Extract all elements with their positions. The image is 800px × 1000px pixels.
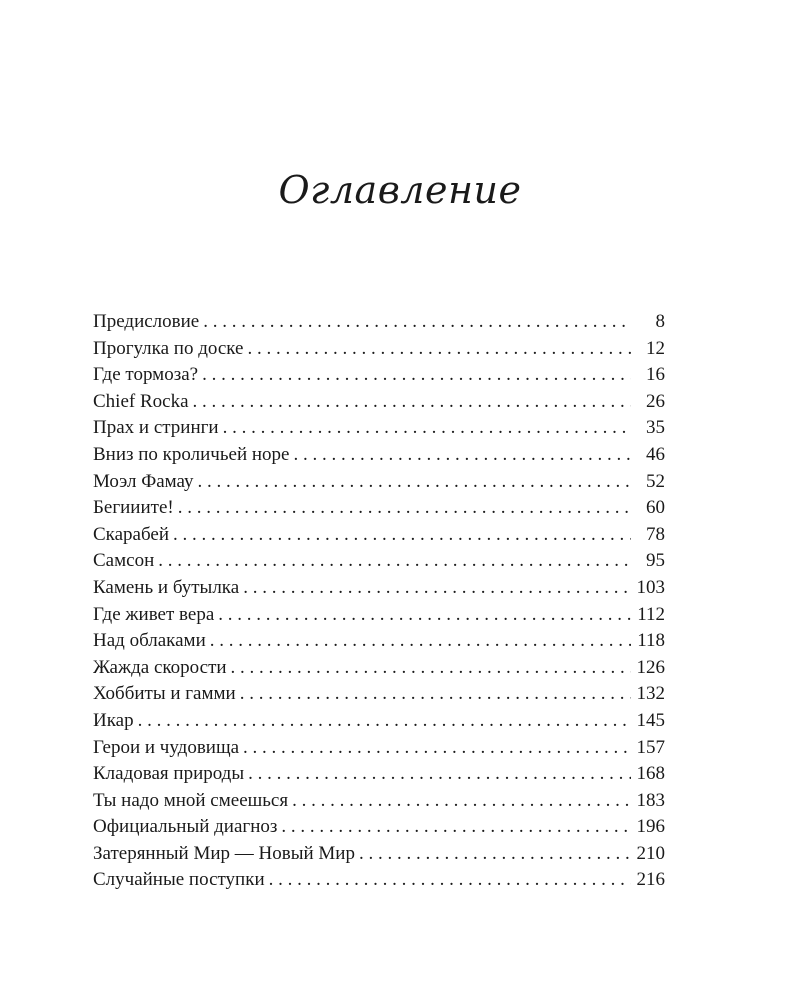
toc-entry-title: Предисловие <box>93 311 200 332</box>
toc-entry[interactable] <box>93 495 665 522</box>
toc-dot-leader <box>248 761 631 788</box>
toc-entry-page-number: 210 <box>636 842 665 864</box>
toc-entry-page-number: 60 <box>646 497 665 519</box>
toc-entry-page-number: 52 <box>646 470 665 492</box>
table-of-contents <box>93 309 665 894</box>
toc-entry[interactable] <box>93 788 665 815</box>
toc-dot-leader <box>178 495 631 522</box>
toc-dot-leader <box>243 575 631 602</box>
toc-entry[interactable] <box>93 362 665 389</box>
toc-entry-page-number: 112 <box>637 603 665 625</box>
toc-entry-page-number: 12 <box>646 337 665 359</box>
toc-entry-title: Прах и стринги <box>93 417 219 439</box>
toc-dot-leader <box>223 415 631 442</box>
toc-entry-page-number: 26 <box>646 390 665 412</box>
toc-entry-page-number: 157 <box>636 736 665 758</box>
toc-entry-title: Затерянный Мир — Новый Мир <box>93 842 355 864</box>
toc-entry[interactable] <box>93 814 665 841</box>
toc-entry-page-number: 46 <box>646 443 665 465</box>
toc-dot-leader <box>269 867 631 894</box>
toc-entry-title: Официальный диагноз <box>93 816 278 838</box>
toc-dot-leader <box>247 336 631 363</box>
toc-entry-page-number: 8 <box>655 311 665 332</box>
toc-dot-leader <box>292 788 631 815</box>
toc-entry[interactable] <box>93 867 665 894</box>
toc-dot-leader <box>359 841 631 868</box>
toc-entry-page-number: 216 <box>636 869 665 891</box>
toc-entry-title: Самсон <box>93 550 155 572</box>
toc-entry-page-number: 183 <box>636 789 665 811</box>
toc-entry-title: Прогулка по доске <box>93 337 244 359</box>
toc-dot-leader <box>202 362 631 389</box>
toc-entry-title: Где живет вера <box>93 603 215 625</box>
page-title: Оглавление <box>278 168 522 212</box>
toc-entry-title: Икар <box>93 709 134 731</box>
toc-dot-leader <box>138 708 631 735</box>
toc-entry-title: Герои и чудовища <box>93 736 240 758</box>
toc-entry-title: Случайные поступки <box>93 869 265 891</box>
toc-entry[interactable] <box>93 522 665 549</box>
toc-dot-leader <box>210 628 631 655</box>
toc-entry[interactable] <box>93 336 665 363</box>
toc-entry-page-number: 78 <box>646 523 665 545</box>
toc-dot-leader <box>158 548 631 575</box>
toc-entry-title: Хоббиты и гамми <box>93 683 236 705</box>
toc-entry[interactable] <box>93 415 665 442</box>
toc-entry-title: Где тормоза? <box>93 364 199 386</box>
toc-entry-page-number: 132 <box>636 683 665 705</box>
toc-dot-leader <box>281 814 631 841</box>
toc-entry-page-number: 196 <box>636 816 665 838</box>
toc-entry-title: Chief Rocka <box>93 390 189 412</box>
toc-entry-title: Бегииите! <box>93 497 174 519</box>
toc-entry[interactable] <box>93 602 665 629</box>
toc-entry[interactable] <box>93 655 665 682</box>
toc-dot-leader <box>203 309 631 336</box>
toc-entry-page-number: 126 <box>636 656 665 678</box>
toc-entry[interactable] <box>93 708 665 735</box>
toc-entry-page-number: 95 <box>646 550 665 572</box>
toc-entry-title: Кладовая природы <box>93 763 245 785</box>
toc-entry[interactable] <box>93 389 665 416</box>
toc-entry-page-number: 168 <box>636 763 665 785</box>
toc-entry[interactable] <box>93 548 665 575</box>
toc-entry-page-number: 103 <box>636 576 665 598</box>
toc-dot-leader <box>294 442 632 469</box>
toc-entry[interactable] <box>93 761 665 788</box>
toc-dot-leader <box>173 522 631 549</box>
toc-dot-leader <box>218 602 631 629</box>
toc-entry[interactable] <box>93 628 665 655</box>
toc-entry-page-number: 118 <box>637 630 665 652</box>
toc-entry[interactable] <box>93 442 665 469</box>
toc-entry[interactable] <box>93 735 665 762</box>
toc-entry-title: Вниз по кроличьей норе <box>93 443 290 465</box>
toc-entry-title: Моэл Фамау <box>93 470 194 492</box>
toc-entry-title: Над облаками <box>93 630 206 652</box>
toc-entry-page-number: 16 <box>646 364 665 386</box>
toc-entry-title: Камень и бутылка <box>93 576 240 598</box>
toc-entry[interactable] <box>93 309 665 336</box>
toc-entry[interactable] <box>93 681 665 708</box>
toc-entry-title: Скарабей <box>93 523 169 545</box>
toc-dot-leader <box>198 469 631 496</box>
toc-dot-leader <box>240 681 631 708</box>
toc-entry-title: Ты надо мной смеешься <box>93 789 289 811</box>
toc-dot-leader <box>193 389 631 416</box>
toc-entry[interactable] <box>93 841 665 868</box>
toc-entry-page-number: 145 <box>636 709 665 731</box>
toc-entry-page-number: 35 <box>646 417 665 439</box>
toc-dot-leader <box>243 735 631 762</box>
toc-entry[interactable] <box>93 469 665 496</box>
toc-dot-leader <box>231 655 631 682</box>
toc-entry-title: Жажда скорости <box>93 656 227 678</box>
toc-entry[interactable] <box>93 575 665 602</box>
